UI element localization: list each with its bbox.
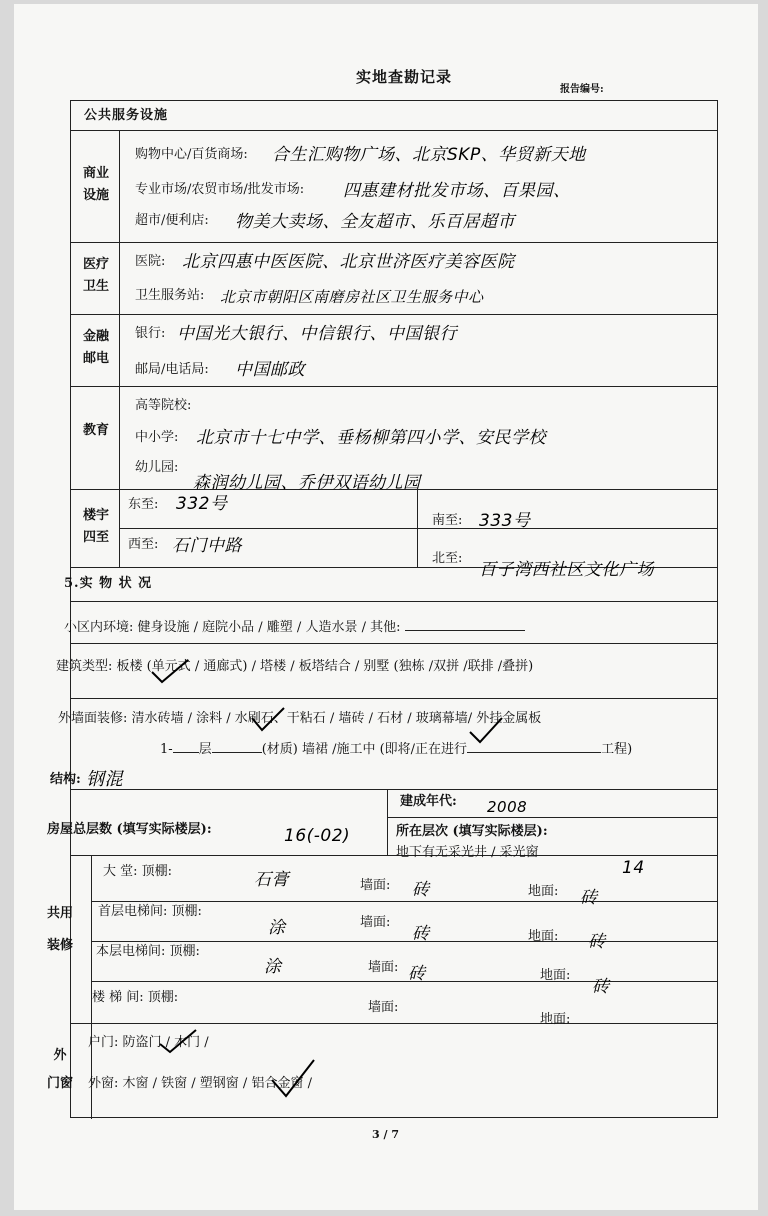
kindergarten-label: 幼儿园:: [135, 460, 179, 475]
hospital-label: 医院:: [135, 254, 166, 269]
this-floor-elevator-floor-label: 地面:: [540, 968, 571, 983]
checkmark-icon: [150, 658, 190, 686]
shared-decoration-label: 共用 装修: [46, 906, 73, 953]
medical-label: 医疗 卫生: [82, 257, 109, 294]
section-public-services: 公共服务设施: [84, 108, 169, 123]
shopping-center-label: 购物中心/百货商场:: [135, 147, 248, 162]
west-value: 石门中路: [172, 536, 242, 556]
floor-position-value: 14: [622, 858, 645, 878]
west-label: 西至:: [128, 537, 159, 552]
finance-label: 金融 邮电: [82, 329, 109, 366]
health-station-value: 北京市朝阳区南磨房社区卫生服务中心: [220, 288, 484, 306]
window-options: 外窗: 木窗 / 铁窗 / 塑钢窗 / 铝合金窗 /: [88, 1076, 312, 1091]
east-value: 332号: [176, 494, 228, 514]
market-label: 专业市场/农贸市场/批发市场:: [135, 182, 305, 197]
kindergarten-value: 森润幼儿园、乔伊双语幼儿园: [193, 473, 421, 493]
first-elevator-floor-label: 地面:: [528, 929, 559, 944]
page-number: 3 / 7: [372, 1128, 399, 1141]
first-elevator-wall-value: 砖: [412, 924, 430, 944]
boundaries-label: 楼宇 四至: [82, 508, 109, 545]
market-value: 四惠建材批发市场、百果园、: [343, 181, 571, 201]
lobby-wall-value: 砖: [412, 880, 430, 900]
south-label: 南至:: [432, 513, 463, 528]
stairway-floor-label: 地面:: [540, 1012, 571, 1027]
school-value: 北京市十七中学、垂杨柳第四小学、安民学校: [196, 428, 546, 448]
structure-value: 钢混: [86, 769, 123, 790]
school-label: 中小学:: [135, 430, 179, 445]
this-floor-elevator-wall-label: 墙面:: [368, 960, 399, 975]
lobby-row-label: 大 堂: 顶棚:: [103, 864, 173, 879]
health-station-label: 卫生服务站:: [135, 288, 205, 303]
this-floor-elevator-floor-value: 砖: [592, 977, 610, 997]
stairway-row-label: 楼 梯 间: 顶棚:: [92, 990, 179, 1005]
lobby-wall-label: 墙面:: [360, 878, 391, 893]
hospital-value: 北京四惠中医医院、北京世济医疗美容医院: [182, 252, 515, 272]
building-type-options: 建筑类型: 板楼 (单元式 / 通廊式) / 塔楼 / 板塔结合 / 别墅 (独栋 /双拼 /联排 /叠拼): [56, 659, 534, 674]
build-year-value: 2008: [487, 798, 528, 816]
skylight-options: 地下有无采光井 / 采光窗: [396, 845, 539, 860]
north-label: 北至:: [432, 551, 463, 566]
shopping-center-value: 合生汇购物广场、北京SKP、华贸新天地: [272, 145, 586, 165]
checkmark-icon: [250, 706, 286, 734]
structure-label: 结构:: [50, 772, 81, 787]
door-options: 户门: 防盗门 / 木门 /: [88, 1035, 209, 1050]
first-elevator-wall-label: 墙面:: [360, 915, 391, 930]
facade-options: 外墙面装修: 清水砖墙 / 涂料 / 水刷石、干粘石 / 墙砖 / 石材 / 玻璃幕墙/ 外挂金属板: [58, 711, 542, 726]
total-floors-label: 房屋总层数 (填写实际楼层):: [47, 822, 212, 837]
post-office-label: 邮局/电话局:: [135, 362, 209, 377]
floor-position-label: 所在层次 (填写实际楼层):: [396, 824, 548, 839]
checkmark-icon: [158, 1028, 198, 1056]
document-title: 实地查勘记录: [356, 68, 453, 86]
section-physical-condition: 5.实 物 状 况: [64, 576, 153, 591]
report-number-label: 报告编号:: [560, 84, 604, 95]
lobby-floor-value: 砖: [580, 888, 598, 908]
education-label: 教育: [82, 423, 109, 438]
bank-value: 中国光大银行、中信银行、中国银行: [177, 324, 457, 344]
south-value: 333号: [479, 511, 531, 531]
supermarket-label: 超市/便利店:: [135, 213, 209, 228]
build-year-label: 建成年代:: [400, 794, 457, 809]
environment-options: 小区内环境: 健身设施 / 庭院小品 / 雕塑 / 人造水景 / 其他:: [64, 618, 525, 636]
facade-floor-line: 1- 层 (材质) 墙裙 /施工中 (即将/正在进行 工程): [160, 742, 633, 757]
lobby-floor-label: 地面:: [528, 884, 559, 899]
university-label: 高等院校:: [135, 398, 192, 413]
north-value: 百子湾西社区文化广场: [479, 560, 654, 580]
commercial-label: 商业 设施: [82, 166, 109, 203]
first-elevator-ceiling-value: 涂: [268, 918, 286, 938]
east-label: 东至:: [128, 497, 159, 512]
bank-label: 银行:: [135, 326, 166, 341]
first-elevator-row-label: 首层电梯间: 顶棚:: [98, 904, 202, 919]
doors-windows-label: 外 门窗: [46, 1048, 73, 1091]
checkmark-icon: [270, 1058, 316, 1100]
post-office-value: 中国邮政: [235, 360, 305, 380]
this-floor-elevator-ceiling-value: 涂: [264, 957, 282, 977]
supermarket-value: 物美大卖场、全友超市、乐百居超市: [235, 212, 515, 232]
stairway-wall-label: 墙面:: [368, 1000, 399, 1015]
lobby-ceiling-value: 石膏: [254, 870, 289, 890]
this-floor-elevator-wall-value: 砖: [408, 964, 426, 984]
this-floor-elevator-row-label: 本层电梯间: 顶棚:: [96, 944, 200, 959]
total-floors-value: 16(-02): [284, 826, 351, 846]
first-elevator-floor-value: 砖: [588, 932, 606, 952]
